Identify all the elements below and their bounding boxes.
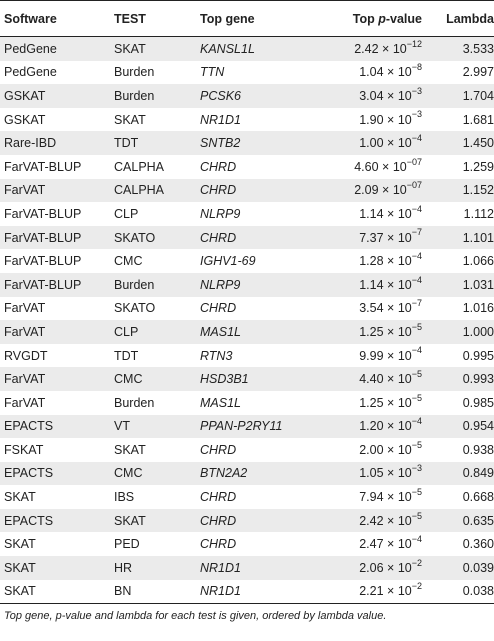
cell-software: EPACTS	[0, 462, 114, 486]
cell-lambda: 0.668	[422, 485, 494, 509]
pvalue-exponent: −3	[411, 85, 422, 96]
pvalue-mantissa: 1.00	[359, 136, 384, 151]
cell-top-gene: MAS1L	[200, 391, 318, 415]
pvalue-exponent: −2	[411, 581, 422, 592]
pvalue-base: 10	[397, 513, 412, 528]
table-row	[0, 532, 494, 556]
pvalue-times: ×	[387, 230, 395, 245]
cell-top-pvalue	[318, 320, 422, 344]
cell-top-gene: NR1D1	[200, 580, 318, 604]
cell-lambda: 2.997	[422, 61, 494, 85]
cell-top-pvalue	[318, 532, 422, 556]
pvalue-base: 10	[392, 159, 407, 174]
pvalue-mantissa: 1.90	[359, 112, 384, 127]
header-row	[0, 1, 494, 37]
table-row	[0, 37, 494, 61]
cell-test: VT	[114, 415, 200, 439]
cell-top-pvalue	[318, 485, 422, 509]
pvalue-exponent: −4	[411, 250, 422, 261]
cell-top-pvalue	[318, 462, 422, 486]
cell-top-pvalue	[318, 37, 422, 61]
cell-top-pvalue	[318, 509, 422, 533]
pvalue-exponent: −12	[406, 38, 422, 49]
pvalue-times: ×	[387, 372, 395, 387]
cell-test: Burden	[114, 84, 200, 108]
cell-lambda: 0.360	[422, 532, 494, 556]
cell-top-pvalue	[318, 131, 422, 155]
pvalue-times: ×	[387, 537, 395, 552]
cell-top-pvalue	[318, 249, 422, 273]
pvalue-base: 10	[397, 395, 412, 410]
pvalue-mantissa: 4.60	[354, 159, 379, 174]
cell-top-pvalue	[318, 391, 422, 415]
pvalue-base: 10	[397, 277, 412, 292]
cell-test: CLP	[114, 202, 200, 226]
table-row	[0, 297, 494, 321]
pvalue-times: ×	[387, 136, 395, 151]
pvalue-mantissa: 1.28	[359, 254, 384, 269]
table-row	[0, 556, 494, 580]
cell-top-pvalue	[318, 273, 422, 297]
table-row	[0, 320, 494, 344]
pvalue-exponent: −5	[411, 510, 422, 521]
pvalue-mantissa: 2.00	[359, 442, 384, 457]
pvalue-base: 10	[397, 560, 412, 575]
cell-top-pvalue	[318, 61, 422, 85]
pvalue-exponent: −07	[406, 180, 422, 191]
cell-top-gene: CHRD	[200, 226, 318, 250]
cell-top-gene: KANSL1L	[200, 37, 318, 61]
cell-software: PedGene	[0, 37, 114, 61]
pvalue-base: 10	[392, 41, 407, 56]
pvalue-mantissa: 3.54	[359, 301, 384, 316]
cell-top-gene: HSD3B1	[200, 367, 318, 391]
pvalue-base: 10	[392, 183, 407, 198]
cell-software: FarVAT	[0, 320, 114, 344]
pvalue-mantissa: 7.37	[359, 230, 384, 245]
table-row	[0, 485, 494, 509]
pvalue-base: 10	[397, 372, 412, 387]
pvalue-mantissa: 1.05	[359, 466, 384, 481]
pvalue-times: ×	[387, 277, 395, 292]
pvalue-exponent: −4	[411, 345, 422, 356]
cell-software: FarVAT	[0, 297, 114, 321]
pvalue-base: 10	[397, 348, 412, 363]
cell-test: CALPHA	[114, 179, 200, 203]
cell-top-gene: MAS1L	[200, 320, 318, 344]
table-row	[0, 84, 494, 108]
table-row	[0, 179, 494, 203]
pvalue-exponent: −2	[411, 557, 422, 568]
cell-lambda: 0.995	[422, 344, 494, 368]
header-pvalue-suffix: -value	[385, 11, 422, 26]
cell-test: CLP	[114, 320, 200, 344]
cell-top-gene: RTN3	[200, 344, 318, 368]
cell-top-pvalue	[318, 580, 422, 604]
pvalue-times: ×	[387, 324, 395, 339]
cell-software: FarVAT-BLUP	[0, 202, 114, 226]
table-body	[0, 37, 494, 604]
cell-top-gene: TTN	[200, 61, 318, 85]
pvalue-times: ×	[387, 112, 395, 127]
pvalue-mantissa: 2.47	[359, 537, 384, 552]
cell-test: Burden	[114, 61, 200, 85]
cell-test: SKAT	[114, 438, 200, 462]
cell-top-gene: NR1D1	[200, 108, 318, 132]
table-header	[0, 1, 494, 37]
pvalue-base: 10	[397, 206, 412, 221]
cell-test: Burden	[114, 273, 200, 297]
cell-top-pvalue	[318, 438, 422, 462]
header-top-gene: Top gene	[200, 1, 318, 37]
cell-top-gene: NLRP9	[200, 202, 318, 226]
pvalue-times: ×	[387, 466, 395, 481]
cell-top-pvalue	[318, 179, 422, 203]
pvalue-exponent: −3	[411, 109, 422, 120]
table-row	[0, 391, 494, 415]
cell-lambda: 1.101	[422, 226, 494, 250]
table-row	[0, 202, 494, 226]
cell-lambda: 0.985	[422, 391, 494, 415]
table-row	[0, 108, 494, 132]
pvalue-base: 10	[397, 136, 412, 151]
pvalue-times: ×	[387, 560, 395, 575]
header-pvalue-italic: p	[378, 11, 386, 26]
pvalue-mantissa: 2.42	[354, 41, 379, 56]
cell-lambda: 0.039	[422, 556, 494, 580]
table-row	[0, 226, 494, 250]
cell-top-pvalue	[318, 202, 422, 226]
cell-software: FarVAT-BLUP	[0, 226, 114, 250]
cell-test: CMC	[114, 367, 200, 391]
pvalue-times: ×	[387, 88, 395, 103]
table-row	[0, 344, 494, 368]
cell-software: FarVAT-BLUP	[0, 273, 114, 297]
pvalue-mantissa: 1.25	[359, 395, 384, 410]
header-lambda: Lambda	[422, 1, 494, 37]
cell-software: RVGDT	[0, 344, 114, 368]
cell-software: EPACTS	[0, 415, 114, 439]
cell-lambda: 0.938	[422, 438, 494, 462]
pvalue-base: 10	[397, 301, 412, 316]
pvalue-times: ×	[387, 513, 395, 528]
pvalue-mantissa: 1.20	[359, 419, 384, 434]
pvalue-times: ×	[382, 159, 390, 174]
cell-top-gene: NR1D1	[200, 556, 318, 580]
cell-top-gene: CHRD	[200, 297, 318, 321]
cell-lambda: 0.849	[422, 462, 494, 486]
cell-test: TDT	[114, 344, 200, 368]
pvalue-times: ×	[387, 348, 395, 363]
cell-top-gene: CHRD	[200, 532, 318, 556]
pvalue-exponent: −5	[411, 321, 422, 332]
pvalue-exponent: −3	[411, 463, 422, 474]
cell-lambda: 1.450	[422, 131, 494, 155]
pvalue-exponent: −5	[411, 439, 422, 450]
pvalue-mantissa: 2.42	[359, 513, 384, 528]
cell-top-pvalue	[318, 415, 422, 439]
cell-lambda: 0.954	[422, 415, 494, 439]
pvalue-times: ×	[387, 254, 395, 269]
cell-top-pvalue	[318, 344, 422, 368]
pvalue-base: 10	[397, 442, 412, 457]
cell-test: PED	[114, 532, 200, 556]
pvalue-base: 10	[397, 230, 412, 245]
pvalue-exponent: −8	[411, 62, 422, 73]
cell-software: GSKAT	[0, 84, 114, 108]
cell-software: FarVAT-BLUP	[0, 155, 114, 179]
pvalue-base: 10	[397, 65, 412, 80]
cell-software: FSKAT	[0, 438, 114, 462]
cell-top-gene: IGHV1-69	[200, 249, 318, 273]
pvalue-mantissa: 2.06	[359, 560, 384, 575]
cell-test: BN	[114, 580, 200, 604]
cell-lambda: 1.016	[422, 297, 494, 321]
cell-top-pvalue	[318, 556, 422, 580]
cell-software: EPACTS	[0, 509, 114, 533]
cell-top-pvalue	[318, 367, 422, 391]
pvalue-times: ×	[387, 395, 395, 410]
cell-software: SKAT	[0, 532, 114, 556]
cell-test: SKAT	[114, 509, 200, 533]
pvalue-base: 10	[397, 324, 412, 339]
pvalue-base: 10	[397, 254, 412, 269]
cell-lambda: 1.066	[422, 249, 494, 273]
cell-lambda: 0.993	[422, 367, 494, 391]
cell-test: Burden	[114, 391, 200, 415]
pvalue-mantissa: 2.09	[354, 183, 379, 198]
cell-top-gene: CHRD	[200, 179, 318, 203]
cell-software: FarVAT	[0, 179, 114, 203]
pvalue-mantissa: 1.04	[359, 65, 384, 80]
pvalue-times: ×	[387, 419, 395, 434]
cell-test: CMC	[114, 249, 200, 273]
pvalue-exponent: −7	[411, 298, 422, 309]
cell-lambda: 1.000	[422, 320, 494, 344]
cell-top-pvalue	[318, 226, 422, 250]
table-row	[0, 131, 494, 155]
cell-lambda: 1.681	[422, 108, 494, 132]
cell-lambda: 1.031	[422, 273, 494, 297]
cell-test: SKATO	[114, 297, 200, 321]
cell-lambda: 0.038	[422, 580, 494, 604]
pvalue-base: 10	[397, 490, 412, 505]
cell-lambda: 1.152	[422, 179, 494, 203]
cell-top-pvalue	[318, 297, 422, 321]
header-test: TEST	[114, 1, 200, 37]
pvalue-exponent: −4	[411, 274, 422, 285]
cell-software: PedGene	[0, 61, 114, 85]
pvalue-times: ×	[382, 183, 390, 198]
cell-test: CMC	[114, 462, 200, 486]
pvalue-exponent: −4	[411, 203, 422, 214]
table-row	[0, 462, 494, 486]
cell-test: SKATO	[114, 226, 200, 250]
cell-software: SKAT	[0, 485, 114, 509]
table-row	[0, 438, 494, 462]
table-row	[0, 580, 494, 604]
cell-test: TDT	[114, 131, 200, 155]
cell-lambda: 1.112	[422, 202, 494, 226]
table-row	[0, 509, 494, 533]
pvalue-mantissa: 1.14	[359, 277, 384, 292]
cell-top-gene: NLRP9	[200, 273, 318, 297]
cell-lambda: 3.533	[422, 37, 494, 61]
pvalue-base: 10	[397, 88, 412, 103]
header-top-pvalue	[318, 1, 422, 37]
pvalue-mantissa: 7.94	[359, 490, 384, 505]
cell-lambda: 0.635	[422, 509, 494, 533]
cell-lambda: 1.259	[422, 155, 494, 179]
pvalue-times: ×	[387, 442, 395, 457]
cell-top-pvalue	[318, 84, 422, 108]
cell-software: FarVAT	[0, 367, 114, 391]
cell-test: SKAT	[114, 108, 200, 132]
pvalue-times: ×	[387, 65, 395, 80]
cell-top-gene: BTN2A2	[200, 462, 318, 486]
table-caption: Top gene, p-value and lambda for each test is given, ordered by lambda value.	[4, 610, 387, 623]
cell-software: SKAT	[0, 580, 114, 604]
pvalue-exponent: −4	[411, 416, 422, 427]
table-row	[0, 249, 494, 273]
pvalue-mantissa: 3.04	[359, 88, 384, 103]
pvalue-exponent: −5	[411, 486, 422, 497]
pvalue-exponent: −5	[411, 392, 422, 403]
cell-software: FarVAT	[0, 391, 114, 415]
pvalue-times: ×	[387, 301, 395, 316]
header-pvalue-prefix: Top	[352, 11, 379, 26]
cell-top-pvalue	[318, 108, 422, 132]
cell-top-pvalue	[318, 155, 422, 179]
cell-lambda: 1.704	[422, 84, 494, 108]
cell-test: CALPHA	[114, 155, 200, 179]
cell-top-gene: PCSK6	[200, 84, 318, 108]
pvalue-mantissa: 4.40	[359, 372, 384, 387]
cell-top-gene: CHRD	[200, 485, 318, 509]
pvalue-mantissa: 2.21	[359, 584, 384, 599]
cell-top-gene: CHRD	[200, 438, 318, 462]
pvalue-times: ×	[387, 584, 395, 599]
pvalue-exponent: −4	[411, 133, 422, 144]
pvalue-exponent: −5	[411, 368, 422, 379]
pvalue-base: 10	[397, 466, 412, 481]
pvalue-times: ×	[387, 490, 395, 505]
cell-top-gene: PPAN-P2RY11	[200, 415, 318, 439]
pvalue-times: ×	[382, 41, 390, 56]
pvalue-mantissa: 1.25	[359, 324, 384, 339]
cell-top-gene: SNTB2	[200, 131, 318, 155]
pvalue-base: 10	[397, 112, 412, 127]
pvalue-base: 10	[397, 584, 412, 599]
cell-software: SKAT	[0, 556, 114, 580]
pvalue-exponent: −07	[406, 156, 422, 167]
cell-test: IBS	[114, 485, 200, 509]
table-row	[0, 61, 494, 85]
cell-top-gene: CHRD	[200, 509, 318, 533]
pvalue-mantissa: 1.14	[359, 206, 384, 221]
header-software: Software	[0, 1, 114, 37]
pvalue-base: 10	[397, 537, 412, 552]
table-row	[0, 155, 494, 179]
pvalue-times: ×	[387, 206, 395, 221]
table-row	[0, 367, 494, 391]
pvalue-exponent: −7	[411, 227, 422, 238]
cell-software: Rare-IBD	[0, 131, 114, 155]
pvalue-mantissa: 9.99	[359, 348, 384, 363]
table-row	[0, 273, 494, 297]
pvalue-base: 10	[397, 419, 412, 434]
pvalue-exponent: −4	[411, 534, 422, 545]
cell-software: GSKAT	[0, 108, 114, 132]
cell-top-gene: CHRD	[200, 155, 318, 179]
table-row	[0, 415, 494, 439]
cell-test: HR	[114, 556, 200, 580]
cell-software: FarVAT-BLUP	[0, 249, 114, 273]
cell-test: SKAT	[114, 37, 200, 61]
